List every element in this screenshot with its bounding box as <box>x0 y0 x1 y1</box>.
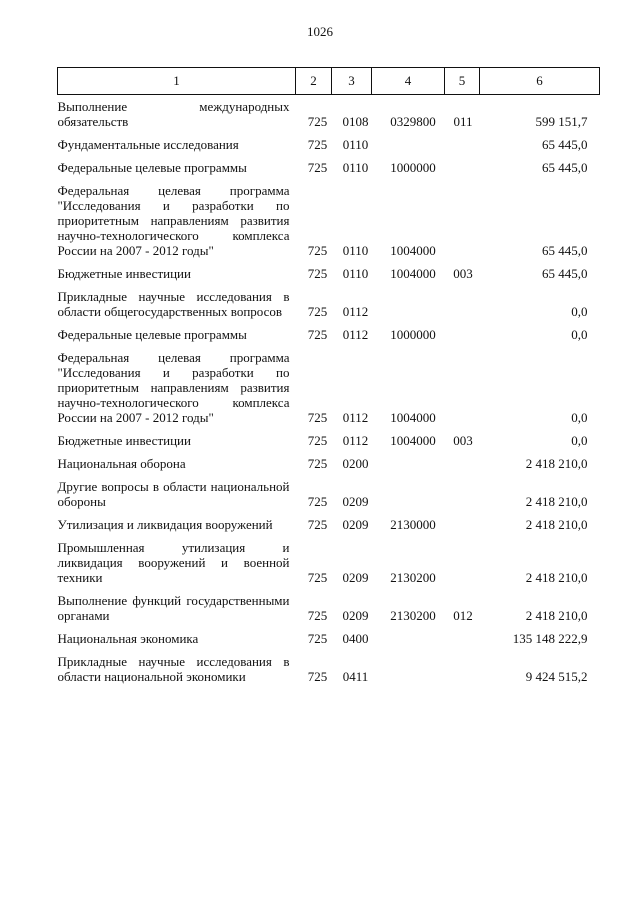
target-article-cell: 1000000 <box>390 160 436 175</box>
target-article-cell <box>372 448 445 471</box>
table-row <box>58 448 600 471</box>
target-article-cell: 2130200 <box>390 570 436 585</box>
expense-type-cell <box>445 509 480 532</box>
admin-code-cell: 725 <box>307 304 328 319</box>
amount-cell: 9 424 515,2 <box>525 669 588 684</box>
expense-type-cell: 012 <box>453 608 473 623</box>
table-header <box>58 68 600 95</box>
item-name-cell: Выполнение функций государственными органами <box>57 593 290 623</box>
table-row <box>58 342 600 425</box>
expense-type-cell <box>445 152 480 175</box>
admin-code-cell: 725 <box>307 243 328 258</box>
item-name-cell: Федеральная целевая программа "Исследования и разработки по приоритетным направлениям развития научно-технологического комплекса России на 2007 - 2012 годы" <box>57 183 290 258</box>
table-row <box>58 95 600 130</box>
item-name-cell: Национальная экономика <box>57 631 199 646</box>
expense-type-cell <box>445 448 480 471</box>
section-code-cell: 0200 <box>342 456 369 471</box>
section-code-cell: 0112 <box>342 327 369 342</box>
section-code-cell: 0209 <box>342 570 369 585</box>
target-article-cell <box>372 281 445 319</box>
table-row <box>58 129 600 152</box>
expense-type-cell <box>445 342 480 425</box>
target-article-cell: 1004000 <box>390 410 436 425</box>
admin-code-cell: 725 <box>307 266 328 281</box>
amount-cell: 2 418 210,0 <box>525 456 588 471</box>
section-code-cell: 0112 <box>342 410 369 425</box>
amount-cell: 65 445,0 <box>542 160 588 175</box>
table-row <box>58 281 600 319</box>
amount-cell: 65 445,0 <box>542 243 588 258</box>
amount-cell: 2 418 210,0 <box>525 570 588 585</box>
amount-cell: 0,0 <box>571 410 588 425</box>
expense-type-cell <box>445 532 480 585</box>
item-name-cell: Утилизация и ликвидация вооружений <box>57 517 273 532</box>
section-code-cell: 0110 <box>342 137 369 152</box>
expense-type-cell <box>445 129 480 152</box>
admin-code-cell: 725 <box>307 570 328 585</box>
amount-cell: 2 418 210,0 <box>525 517 588 532</box>
column-header: 1 <box>58 68 296 95</box>
expense-type-cell <box>445 175 480 258</box>
column-header: 5 <box>445 68 480 95</box>
admin-code-cell: 725 <box>307 669 328 684</box>
column-header: 2 <box>296 68 332 95</box>
section-code-cell: 0110 <box>342 243 369 258</box>
table-row <box>58 532 600 585</box>
target-article-cell: 1004000 <box>390 266 436 281</box>
amount-cell: 2 418 210,0 <box>525 608 588 623</box>
expense-type-cell <box>445 471 480 509</box>
section-code-cell: 0411 <box>342 669 369 684</box>
page-number: 1026 <box>307 24 333 39</box>
table-body <box>58 95 600 685</box>
target-article-cell <box>372 471 445 509</box>
item-name-cell: Федеральная целевая программа "Исследования и разработки по приоритетным направлениям развития научно-технологического комплекса России на 2007 - 2012 годы" <box>57 350 290 425</box>
target-article-cell: 2130200 <box>390 608 436 623</box>
section-code-cell: 0209 <box>342 608 369 623</box>
column-header: 3 <box>332 68 372 95</box>
item-name-cell: Бюджетные инвестиции <box>57 433 191 448</box>
admin-code-cell: 725 <box>307 114 328 129</box>
amount-cell: 0,0 <box>571 304 588 319</box>
target-article-cell: 1004000 <box>390 243 436 258</box>
target-article-cell <box>372 129 445 152</box>
target-article-cell: 1000000 <box>390 327 436 342</box>
section-code-cell: 0400 <box>342 631 369 646</box>
expense-type-cell: 003 <box>453 266 473 281</box>
amount-cell: 65 445,0 <box>542 137 588 152</box>
item-name-cell: Прикладные научные исследования в области общегосударственных вопросов <box>57 289 290 319</box>
table-row <box>58 471 600 509</box>
target-article-cell: 2130000 <box>390 517 436 532</box>
section-code-cell: 0108 <box>342 114 369 129</box>
amount-cell: 135 148 222,9 <box>512 631 588 646</box>
amount-cell: 0,0 <box>571 327 588 342</box>
item-name-cell: Национальная оборона <box>57 456 186 471</box>
admin-code-cell: 725 <box>307 517 328 532</box>
target-article-cell <box>372 623 445 646</box>
item-name-cell: Другие вопросы в области национальной обороны <box>57 479 290 509</box>
section-code-cell: 0110 <box>342 160 369 175</box>
item-name-cell: Федеральные целевые программы <box>57 327 247 342</box>
admin-code-cell: 725 <box>307 410 328 425</box>
column-header: 6 <box>480 68 600 95</box>
admin-code-cell: 725 <box>307 433 328 448</box>
table-row <box>58 258 600 281</box>
admin-code-cell: 725 <box>307 608 328 623</box>
expense-type-cell: 003 <box>453 433 473 448</box>
amount-cell: 2 418 210,0 <box>525 494 588 509</box>
table-row <box>58 509 600 532</box>
table-row <box>58 646 600 684</box>
admin-code-cell: 725 <box>307 327 328 342</box>
amount-cell: 0,0 <box>571 433 588 448</box>
section-code-cell: 0112 <box>342 433 369 448</box>
admin-code-cell: 725 <box>307 160 328 175</box>
amount-cell: 65 445,0 <box>542 266 588 281</box>
table-row <box>58 175 600 258</box>
item-name-cell: Федеральные целевые программы <box>57 160 247 175</box>
section-code-cell: 0110 <box>342 266 369 281</box>
header-row <box>58 68 600 95</box>
column-header: 4 <box>372 68 445 95</box>
section-code-cell: 0112 <box>342 304 369 319</box>
amount-cell: 599 151,7 <box>535 114 588 129</box>
budget-table <box>57 67 600 684</box>
table-row <box>58 425 600 448</box>
admin-code-cell: 725 <box>307 631 328 646</box>
section-code-cell: 0209 <box>342 517 369 532</box>
admin-code-cell: 725 <box>307 494 328 509</box>
section-code-cell: 0209 <box>342 494 369 509</box>
expense-type-cell: 011 <box>453 114 473 129</box>
item-name-cell: Прикладные научные исследования в области национальной экономики <box>57 654 290 684</box>
target-article-cell <box>372 646 445 684</box>
table-row <box>58 623 600 646</box>
target-article-cell: 0329800 <box>390 114 436 129</box>
expense-type-cell <box>445 319 480 342</box>
item-name-cell: Промышленная утилизация и ликвидация вооружений и военной техники <box>57 540 290 585</box>
table-row <box>58 319 600 342</box>
admin-code-cell: 725 <box>307 137 328 152</box>
item-name-cell: Фундаментальные исследования <box>57 137 239 152</box>
expense-type-cell <box>445 623 480 646</box>
table-row <box>58 152 600 175</box>
item-name-cell: Бюджетные инвестиции <box>57 266 191 281</box>
expense-type-cell <box>445 281 480 319</box>
expense-type-cell <box>445 646 480 684</box>
target-article-cell: 1004000 <box>390 433 436 448</box>
admin-code-cell: 725 <box>307 456 328 471</box>
item-name-cell: Выполнение международных обязательств <box>57 99 290 129</box>
table-row <box>58 585 600 623</box>
